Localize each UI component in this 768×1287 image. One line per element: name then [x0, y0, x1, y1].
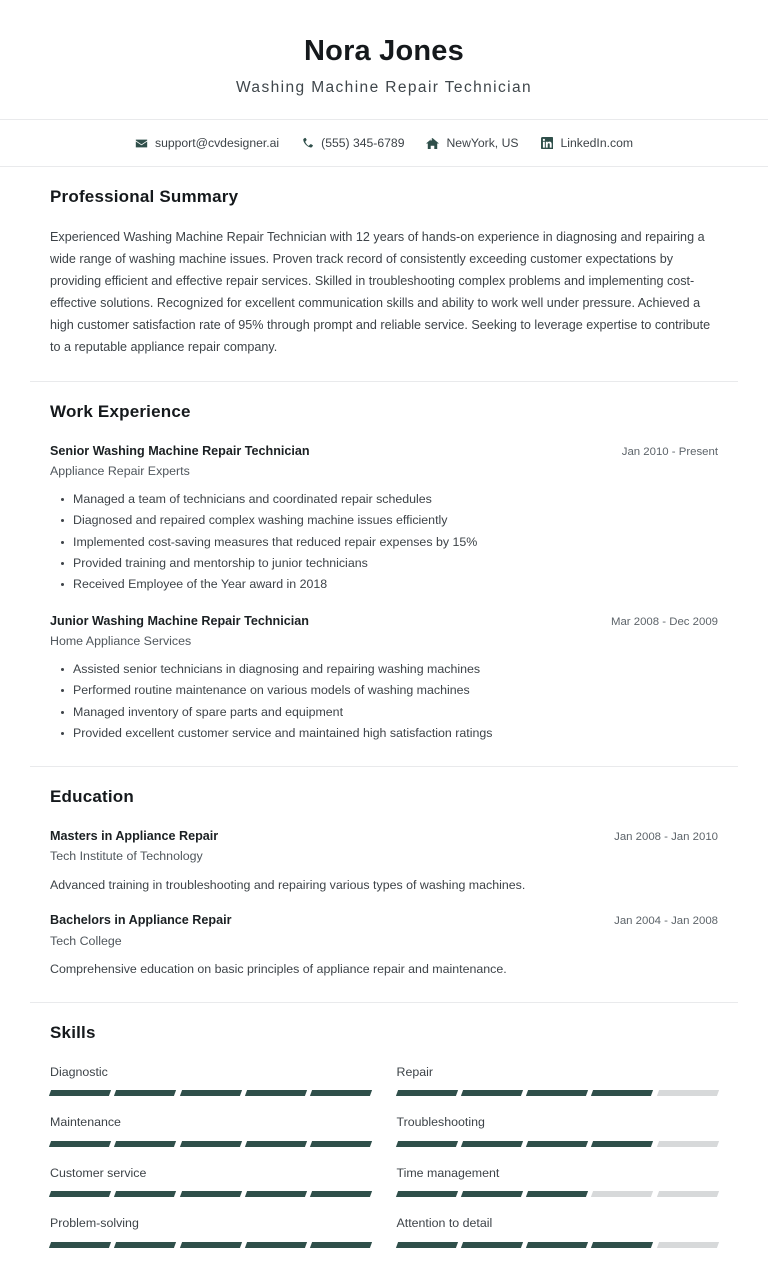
- skill-item: [50, 1063, 372, 1114]
- job-bullet: Diagnosed and repaired complex washing machine issues efficiently: [50, 510, 718, 531]
- contact-item-phone[interactable]: [301, 136, 404, 150]
- linkedin-icon: [541, 137, 554, 150]
- education-list: [50, 827, 718, 979]
- entry-header: [50, 911, 718, 930]
- education-date-range: Jan 2008 - Jan 2010: [614, 831, 718, 844]
- skill-item: [397, 1113, 719, 1164]
- skill-level-segment: [395, 1090, 457, 1096]
- job-bullet-list: [50, 659, 718, 744]
- skill-level-segment: [526, 1141, 588, 1147]
- skill-name: Time management: [396, 1165, 500, 1180]
- skill-item: [50, 1164, 372, 1215]
- skill-level-segment: [526, 1090, 588, 1096]
- entry-header: [50, 827, 718, 846]
- contact-item-label: support@cvdesigner.ai: [154, 136, 280, 151]
- section-work-experience: [0, 382, 768, 767]
- skill-item: [397, 1214, 719, 1265]
- skill-level-segment: [180, 1242, 242, 1248]
- education-degree: Masters in Appliance Repair: [50, 829, 219, 844]
- skill-item: [50, 1113, 372, 1164]
- skill-name: Maintenance: [50, 1115, 121, 1130]
- skill-level-segment: [657, 1141, 719, 1147]
- education-degree: Bachelors in Appliance Repair: [50, 913, 232, 928]
- skill-level-segment: [245, 1242, 307, 1248]
- job-bullet: Received Employee of the Year award in 2018: [50, 574, 718, 595]
- summary-text: Experienced Washing Machine Repair Technician with 12 years of hands-on experience in diagnosing and repairing a wide range of washing machine issues. Proven track record of consistently exceeding customer expectations by providing efficient and effective repair services. Skilled in troubleshooting complex problems and implementing cost-effective solutions. Recognized for excellent communication skills and ability to work well under pressure. Achieved a high customer satisfaction rate of 95% through prompt and reliable service. Seeking to leverage expertise to contribute to a reputable appliance repair company.: [50, 230, 711, 354]
- skill-level-segment: [310, 1090, 372, 1096]
- skill-level-segment: [657, 1242, 719, 1248]
- skill-level-segment: [591, 1141, 653, 1147]
- skill-level-segment: [461, 1141, 523, 1147]
- entry-header: [50, 442, 718, 461]
- job-bullet: Provided training and mentorship to junior technicians: [50, 553, 718, 574]
- skill-level-segment: [180, 1191, 242, 1197]
- contact-item-linkedin[interactable]: [541, 136, 634, 150]
- skill-level-segment: [526, 1242, 588, 1248]
- skill-level-segment: [395, 1242, 457, 1248]
- skill-level-segment: [461, 1191, 523, 1197]
- job-bullet: Assisted senior technicians in diagnosing and repairing washing machines: [50, 659, 718, 680]
- job-role: Junior Washing Machine Repair Technician: [50, 613, 309, 628]
- skill-level-bar: [50, 1242, 372, 1248]
- job-bullet: Provided excellent customer service and maintained high satisfaction ratings: [50, 723, 718, 744]
- envelope-icon: [135, 137, 148, 150]
- contact-item-envelope[interactable]: [135, 136, 279, 150]
- skill-level-bar: [397, 1242, 719, 1248]
- section-title-work-experience: Work Experience: [50, 401, 191, 421]
- skill-level-segment: [245, 1141, 307, 1147]
- candidate-name: Nora Jones: [304, 35, 464, 67]
- education-entry: [50, 827, 718, 895]
- job-bullet: Implemented cost-saving measures that reduced repair expenses by 15%: [50, 532, 718, 553]
- skill-name: Problem-solving: [50, 1216, 139, 1231]
- job-role: Senior Washing Machine Repair Technician: [50, 443, 310, 458]
- section-professional-summary: [0, 167, 768, 380]
- skill-level-segment: [310, 1191, 372, 1197]
- section-title-education: Education: [50, 787, 134, 807]
- skill-level-bar: [50, 1141, 372, 1147]
- entry-header: [50, 612, 718, 631]
- job-date-range: Mar 2008 - Dec 2009: [610, 615, 718, 628]
- resume-header: [0, 0, 768, 119]
- skill-level-segment: [591, 1242, 653, 1248]
- skill-level-segment: [461, 1242, 523, 1248]
- skill-level-segment: [114, 1191, 176, 1197]
- skill-level-segment: [461, 1090, 523, 1096]
- skill-level-segment: [657, 1191, 719, 1197]
- skill-level-segment: [657, 1090, 719, 1096]
- skill-level-segment: [591, 1090, 653, 1096]
- skill-name: Diagnostic: [50, 1064, 108, 1079]
- contact-bar: [0, 119, 768, 167]
- contact-item-label: NewYork, US: [446, 136, 519, 151]
- skill-level-bar: [50, 1191, 372, 1197]
- phone-icon: [301, 137, 314, 150]
- skill-name: Attention to detail: [396, 1216, 493, 1231]
- skill-level-segment: [180, 1090, 242, 1096]
- contact-item-label: LinkedIn.com: [560, 136, 634, 151]
- skill-level-bar: [50, 1090, 372, 1096]
- skill-level-bar: [397, 1141, 719, 1147]
- skill-level-segment: [49, 1090, 111, 1096]
- education-institution: Tech Institute of Technology: [50, 849, 203, 864]
- job-company: Appliance Repair Experts: [50, 463, 190, 478]
- section-skills: [0, 1003, 768, 1287]
- skill-level-segment: [310, 1141, 372, 1147]
- contact-item-home[interactable]: [426, 136, 518, 150]
- skill-level-segment: [114, 1141, 176, 1147]
- skill-level-segment: [526, 1191, 588, 1197]
- education-date-range: Jan 2004 - Jan 2008: [614, 915, 718, 928]
- education-description: Comprehensive education on basic principles of appliance repair and maintenance.: [50, 961, 507, 976]
- job-date-range: Jan 2010 - Present: [621, 445, 718, 458]
- skill-item: [397, 1164, 719, 1215]
- skill-level-segment: [395, 1141, 457, 1147]
- skill-level-segment: [114, 1090, 176, 1096]
- job-bullet: Managed a team of technicians and coordinated repair schedules: [50, 489, 718, 510]
- skill-item: [397, 1063, 719, 1114]
- section-title-skills: Skills: [50, 1022, 96, 1042]
- skill-name: Troubleshooting: [396, 1115, 485, 1130]
- skill-level-segment: [245, 1191, 307, 1197]
- candidate-job-title: Washing Machine Repair Technician: [235, 78, 533, 96]
- work-experience-entry: [50, 612, 718, 745]
- job-bullet: Performed routine maintenance on various models of washing machines: [50, 680, 718, 701]
- job-company: Home Appliance Services: [50, 633, 192, 648]
- education-description: Advanced training in troubleshooting and repairing various types of washing machines.: [50, 877, 526, 892]
- work-experience-entry: [50, 442, 718, 596]
- section-education: [0, 767, 768, 1001]
- skills-grid: [50, 1063, 718, 1265]
- education-entry: [50, 911, 718, 979]
- skill-level-segment: [49, 1141, 111, 1147]
- skill-level-segment: [591, 1191, 653, 1197]
- job-bullet: Managed inventory of spare parts and equipment: [50, 702, 718, 723]
- work-experience-list: [50, 442, 718, 745]
- skill-level-bar: [397, 1090, 719, 1096]
- skill-name: Repair: [396, 1064, 434, 1079]
- skill-level-bar: [397, 1191, 719, 1197]
- skill-level-segment: [245, 1090, 307, 1096]
- skill-level-segment: [114, 1242, 176, 1248]
- skill-level-segment: [395, 1191, 457, 1197]
- job-bullet-list: [50, 489, 718, 596]
- contact-item-label: (555) 345-6789: [321, 136, 405, 151]
- skill-item: [50, 1214, 372, 1265]
- skill-level-segment: [49, 1191, 111, 1197]
- skill-level-segment: [49, 1242, 111, 1248]
- skill-level-segment: [310, 1242, 372, 1248]
- skill-name: Customer service: [50, 1165, 147, 1180]
- home-icon: [426, 137, 439, 150]
- section-title-summary: Professional Summary: [50, 187, 239, 207]
- education-institution: Tech College: [50, 933, 122, 948]
- skill-level-segment: [180, 1141, 242, 1147]
